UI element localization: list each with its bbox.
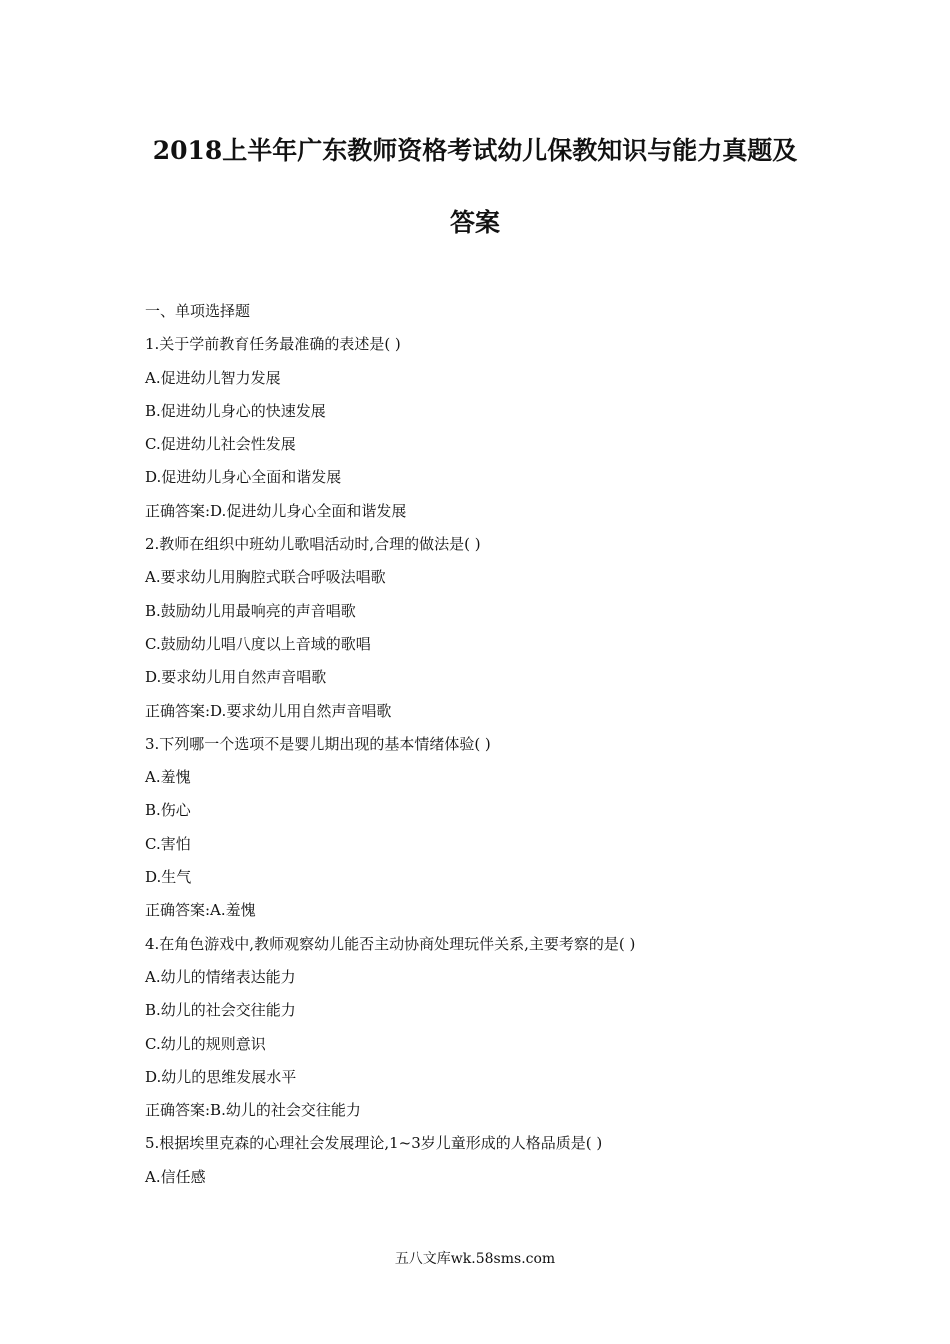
answer-option: B.幼儿的社会交往能力	[145, 1001, 296, 1020]
footer-watermark: 五八文库wk.58sms.com	[394, 1251, 556, 1267]
question-text: 1.关于学前教育任务最准确的表述是( )	[145, 335, 401, 354]
correct-answer: 正确答案:B.幼儿的社会交往能力	[145, 1101, 361, 1120]
question-text: 4.在角色游戏中,教师观察幼儿能否主动协商处理玩伴关系,主要考察的是( )	[145, 934, 636, 953]
answer-option: C.幼儿的规则意识	[145, 1034, 266, 1053]
answer-option: A.信任感	[145, 1167, 206, 1186]
page-title-continued: 答案	[449, 208, 500, 237]
answer-option: D.促进幼儿身心全面和谐发展	[145, 468, 342, 487]
answer-option: D.要求幼儿用自然声音唱歌	[145, 668, 327, 687]
answer-option: A.促进幼儿智力发展	[145, 368, 281, 387]
answer-option: C.促进幼儿社会性发展	[145, 435, 296, 454]
question-text: 3.下列哪一个选项不是婴儿期出现的基本情绪体验( )	[145, 734, 491, 753]
page-title: 2018上半年广东教师资格考试幼儿保教知识与能力真题及	[152, 136, 798, 165]
correct-answer: 正确答案:D.促进幼儿身心全面和谐发展	[145, 501, 407, 520]
answer-option: A.要求幼儿用胸腔式联合呼吸法唱歌	[145, 568, 386, 587]
answer-option: C.鼓励幼儿唱八度以上音域的歌唱	[145, 634, 371, 653]
answer-option: D.生气	[145, 868, 192, 887]
answer-option: B.促进幼儿身心的快速发展	[145, 401, 326, 420]
section-heading: 一、单项选择题	[145, 302, 251, 320]
question-text: 5.根据埃里克森的心理社会发展理论,1~3岁儿童形成的人格品质是( )	[145, 1134, 603, 1153]
answer-option: B.伤心	[145, 801, 191, 820]
answer-option: D.幼儿的思维发展水平	[145, 1067, 297, 1086]
correct-answer: 正确答案:A.羞愧	[145, 901, 256, 920]
answer-option: A.幼儿的情绪表达能力	[145, 967, 296, 986]
document-body	[145, 301, 865, 1200]
answer-option: C.害怕	[145, 834, 191, 853]
answer-option: B.鼓励幼儿用最响亮的声音唱歌	[145, 601, 356, 620]
question-text: 2.教师在组织中班幼儿歌唱活动时,合理的做法是( )	[145, 535, 481, 554]
answer-option: A.羞愧	[145, 768, 191, 787]
correct-answer: 正确答案:D.要求幼儿用自然声音唱歌	[145, 701, 392, 720]
